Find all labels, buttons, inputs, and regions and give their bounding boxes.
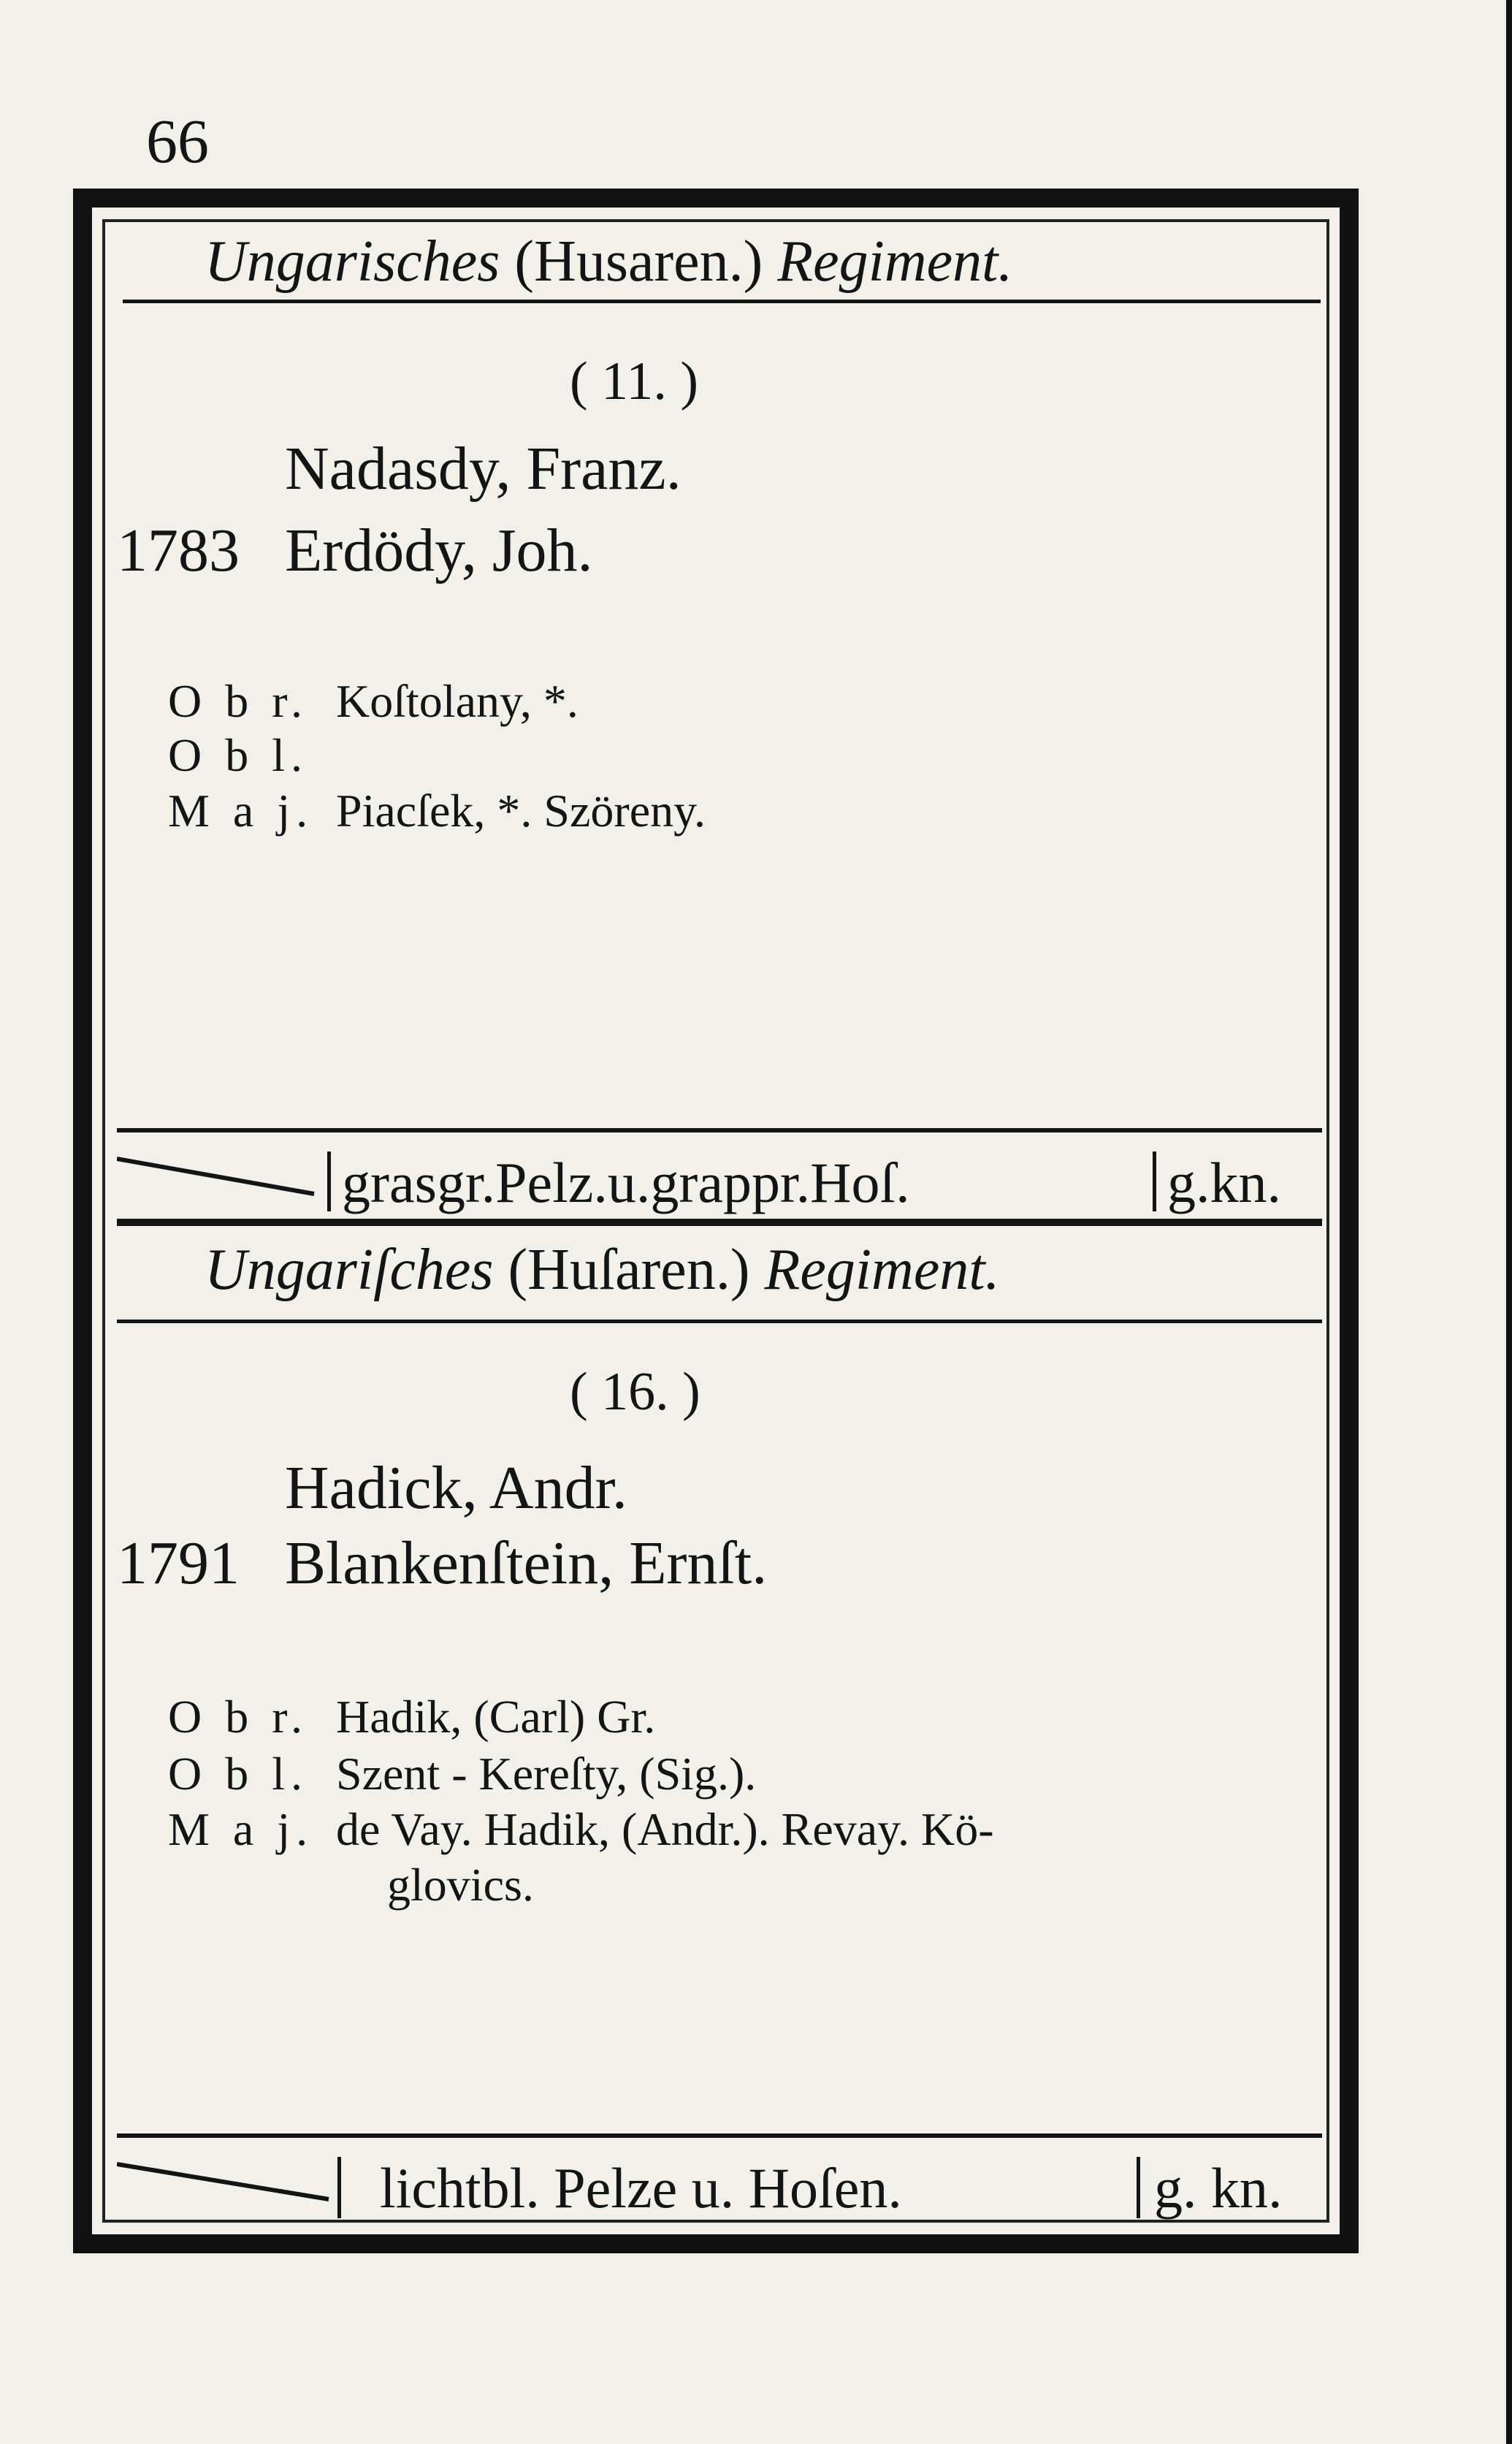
second-colonel-1: Erdödy, Joh.	[285, 517, 593, 585]
regiment-title-type: (Husaren.)	[514, 229, 763, 294]
year-2: 1791	[117, 1529, 240, 1597]
page-edge	[1506, 0, 1512, 2444]
officer-rank: O b r.	[168, 675, 308, 727]
second-colonel-2: Blankenſtein, Ernſt.	[285, 1529, 768, 1597]
column-separator	[337, 2157, 341, 2218]
regiment-title-italic: Ungariſches	[205, 1238, 494, 1302]
title-rule	[123, 300, 1321, 303]
regiment-number-2: ( 16. )	[570, 1362, 700, 1422]
officer-row	[168, 785, 706, 837]
regiment-title-type: (Huſaren.)	[508, 1238, 750, 1302]
column-separator	[1137, 2157, 1140, 2218]
diagonal-stroke	[117, 2160, 336, 2204]
officer-rank: M a j.	[168, 785, 314, 837]
officer-rank: O b l.	[168, 1748, 308, 1800]
officer-names: Szent - Kereſty, (Sig.).	[336, 1748, 757, 1800]
page-number: 66	[146, 106, 209, 176]
officer-names-continuation: glovics.	[387, 1859, 534, 1911]
regiment-title-italic: Ungarisches	[205, 229, 500, 294]
section-divider	[117, 1219, 1322, 1226]
uniform-description: grasgr.Pelz.u.grappr.Hoſ.	[342, 1151, 910, 1214]
officer-row	[168, 1748, 757, 1800]
officer-rank: M a j.	[168, 1803, 314, 1855]
officer-names: Piacſek, *. Szöreny.	[336, 785, 706, 837]
officer-names: Hadik, (Carl) Gr.	[336, 1691, 656, 1743]
uniform-description: lichtbl. Pelze u. Hoſen.	[380, 2156, 902, 2220]
year-1: 1783	[117, 517, 240, 585]
officer-row	[168, 1691, 656, 1743]
column-separator	[1153, 1151, 1156, 1211]
officer-names: Koſtolany, *.	[336, 675, 579, 727]
colonel-name-1: Nadasdy, Franz.	[285, 435, 681, 503]
uniform-top-rule	[117, 1128, 1322, 1132]
title-rule	[117, 1320, 1322, 1323]
column-separator	[327, 1151, 331, 1211]
colonel-name-2: Hadick, Andr.	[285, 1454, 627, 1522]
officer-rank: O b r.	[168, 1691, 308, 1743]
regiment-title-italic: Regiment.	[764, 1238, 1000, 1302]
regiment-title-1	[205, 229, 1242, 294]
diagonal-stroke	[117, 1154, 321, 1198]
uniform-top-rule	[117, 2133, 1322, 2138]
officer-row	[168, 675, 579, 727]
officer-rank: O b l.	[168, 729, 308, 781]
officer-row	[168, 729, 336, 781]
officer-names: de Vay. Hadik, (Andr.). Revay. Kö-	[336, 1803, 994, 1855]
regiment-title-2	[205, 1238, 1242, 1302]
uniform-buttons: g. kn.	[1154, 2156, 1283, 2220]
uniform-buttons: g.kn.	[1167, 1151, 1281, 1214]
officer-row	[168, 1803, 994, 1855]
regiment-number-1: ( 11. )	[570, 351, 699, 411]
regiment-title-italic: Regiment.	[777, 229, 1013, 294]
